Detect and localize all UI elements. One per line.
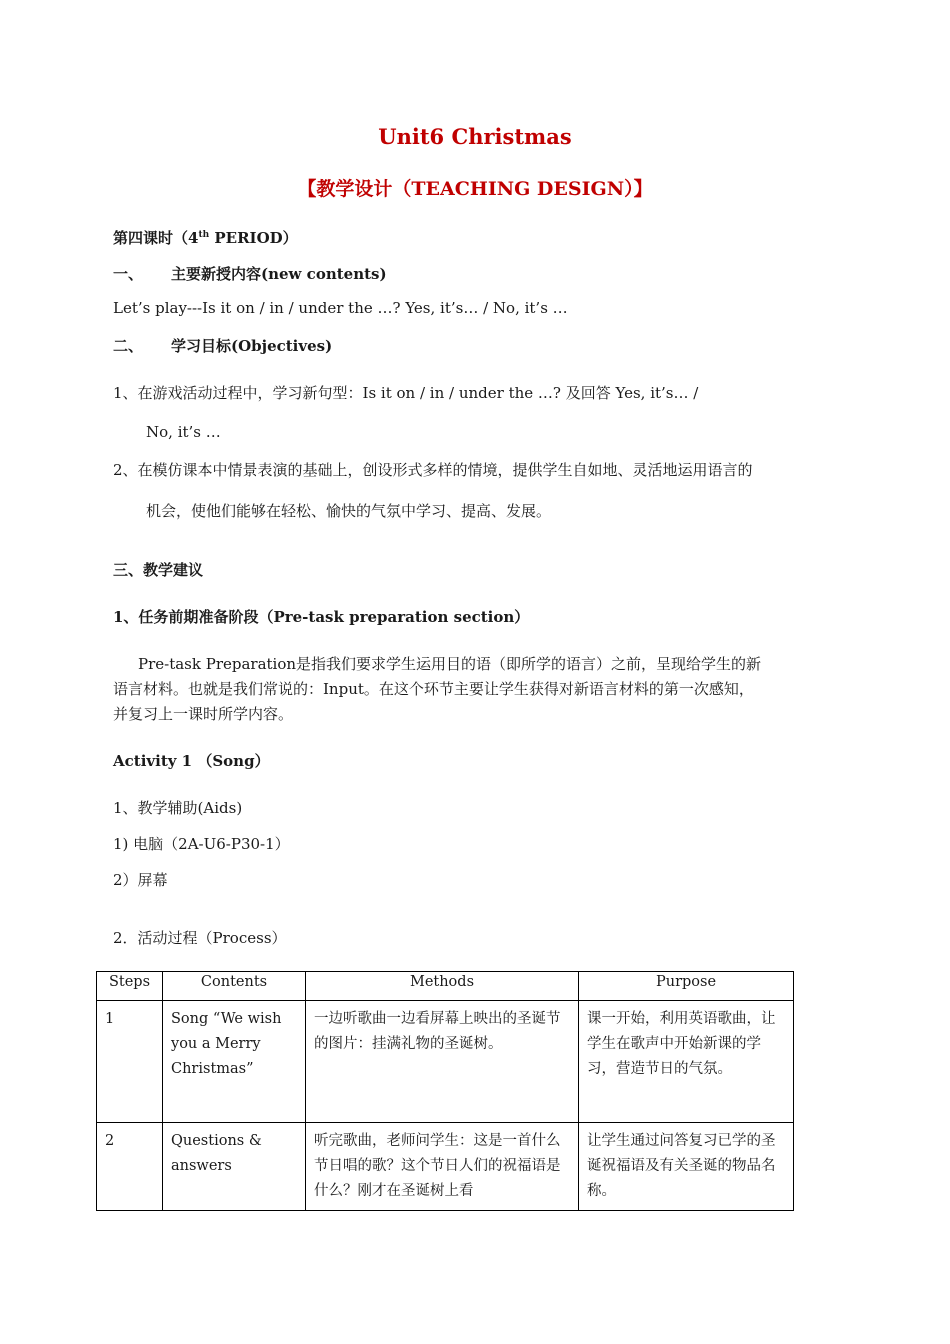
cell-purpose: 课一开始，利用英语歌曲，让学生在歌声中开始新课的学习，营造节日的气氛。 [579, 1001, 794, 1123]
subsection-1-heading: 1、任务前期准备阶段（Pre-task preparation section） [113, 608, 530, 626]
header-steps: Steps [97, 972, 163, 1001]
cell-purpose: 让学生通过问答复习已学的圣诞祝福语及有关圣诞的物品名称。 [579, 1123, 794, 1211]
process-table [96, 971, 794, 1211]
cell-contents: Song “We wish you a Merry Christmas” [163, 1001, 306, 1123]
objective-2-line-2: 机会，使他们能够在轻松、愉快的气氛中学习、提高、发展。 [146, 502, 552, 520]
section-1-number: 一、 [113, 265, 144, 283]
objective-1-line-1: 1、在游戏活动过程中，学习新句型：Is it on / in / under the …? 及回答 Yes, it’s… / [113, 384, 699, 402]
period-superscript: th [198, 230, 210, 240]
cell-contents: Questions & answers [163, 1123, 306, 1211]
process-heading: 2．活动过程（Process） [113, 929, 287, 947]
pretask-paragraph-line-1: Pre-task Preparation是指我们要求学生运用目的语（即所学的语言）之前，呈现给学生的新 [138, 655, 762, 673]
table-header-row [97, 972, 794, 1001]
objective-2-line-1: 2、在模仿课本中情景表演的基础上，创设形式多样的情境，提供学生自如地、灵活地运用语言的 [113, 461, 753, 479]
table-row [97, 1001, 794, 1123]
objective-1-line-2: No, it’s … [146, 423, 221, 441]
period-suffix: PERIOD） [209, 229, 298, 247]
document-subtitle: 【教学设计（TEACHING DESIGN）】 [297, 178, 653, 200]
cell-methods: 一边听歌曲一边看屏幕上映出的圣诞节的图片：挂满礼物的圣诞树。 [306, 1001, 579, 1123]
section-2-heading: 学习目标(Objectives) [171, 337, 333, 355]
period-heading [113, 227, 298, 248]
activity-1-heading: Activity 1 （Song） [113, 752, 270, 770]
header-purpose: Purpose [579, 972, 794, 1001]
section-2-number: 二、 [113, 337, 144, 355]
aids-heading: 1、教学辅助(Aids) [113, 799, 243, 817]
period-label: 第四课时（4 [113, 229, 199, 247]
aids-item-computer: 1) 电脑（2A-U6-P30-1） [113, 835, 290, 853]
pretask-paragraph-line-3: 并复习上一课时所学内容。 [113, 705, 294, 723]
section-3-heading: 三、教学建议 [113, 561, 204, 579]
section-1-heading: 主要新授内容(new contents) [171, 265, 387, 283]
header-contents: Contents [163, 972, 306, 1001]
document-title: Unit6 Christmas [378, 124, 572, 149]
cell-step: 2 [97, 1123, 163, 1211]
table-row [97, 1123, 794, 1211]
aids-item-screen: 2）屏幕 [113, 871, 168, 889]
new-contents-text: Let’s play---Is it on / in / under the …? Yes, it’s… / No, it’s … [113, 299, 568, 317]
pretask-paragraph-line-2: 语言材料。也就是我们常说的：Input。在这个环节主要让学生获得对新语言材料的第一次感知， [113, 680, 754, 698]
header-methods: Methods [306, 972, 579, 1001]
cell-step: 1 [97, 1001, 163, 1123]
cell-methods: 听完歌曲，老师问学生：这是一首什么节日唱的歌？这个节日人们的祝福语是什么？刚才在圣诞树上看 [306, 1123, 579, 1211]
